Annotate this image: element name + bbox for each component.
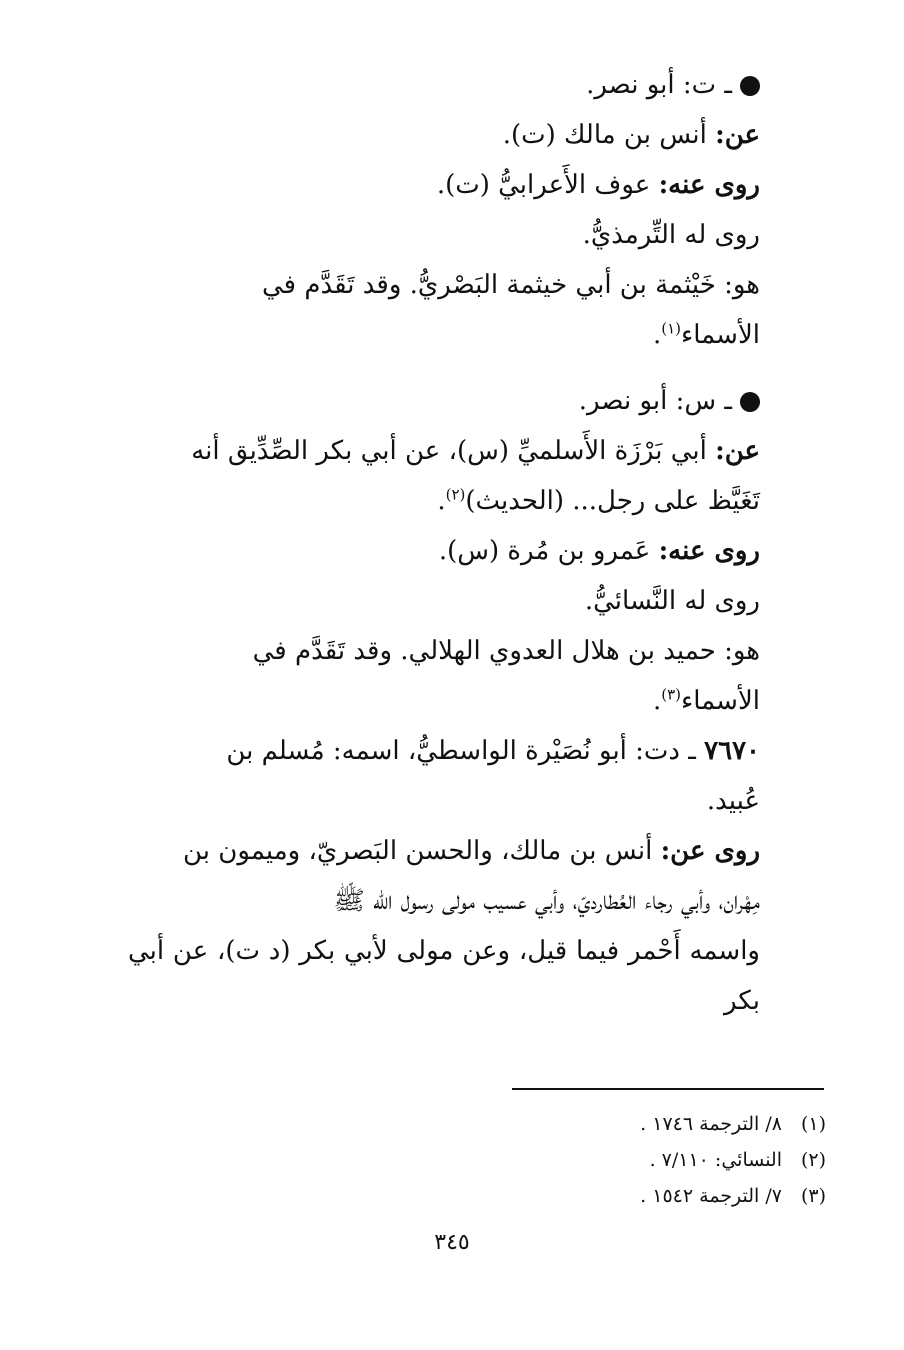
huwa-line xyxy=(128,260,760,360)
rawa-text: عوف الأَعرابيُّ (ت). xyxy=(436,170,651,200)
footnote-text: ٨/ الترجمة ١٧٤٦ . xyxy=(640,1113,782,1135)
huwa-end: الأسماء xyxy=(680,686,760,716)
huwa-line xyxy=(128,626,760,726)
footnotes xyxy=(326,1106,826,1214)
footnote-marker: (١) xyxy=(661,319,681,338)
entry-abu-nasr-t xyxy=(128,60,760,110)
an-text-2: تَغَيَّظ على رجل... (الحديث) xyxy=(465,486,760,516)
an-line xyxy=(128,426,760,526)
an-line xyxy=(128,110,760,160)
bullet-icon xyxy=(740,392,760,412)
an-text: أبي بَرْزَة الأَسلميِّ (س)، عن أبي بكر الصِّدِّيق أنه xyxy=(191,436,707,466)
footnote-marker: (٣) xyxy=(661,685,681,704)
rawa-lahu-line: روى له التِّرمذيُّ. xyxy=(582,220,760,250)
huwa-tail: . xyxy=(652,320,662,350)
huwa-text: هو: خَيْثمة بن أبي خيثمة البَصْريُّ. وقد تَقَدَّم في xyxy=(261,270,760,300)
entry-heading: ـ ت: أبو نصر. xyxy=(586,70,732,100)
entry-text: ـ دت: أبو نُصَيْرة الواسطيُّ، اسمه: مُسلم بن xyxy=(226,736,696,766)
rawa-lahu-line: روى له النَّسائيُّ. xyxy=(584,586,760,616)
footnote-number: (٢) xyxy=(800,1149,826,1171)
entry-text-2: عُبيد. xyxy=(706,786,760,816)
footnote-text: النسائي: ٧/١١٠ . xyxy=(649,1149,782,1171)
footnote-divider xyxy=(512,1088,824,1090)
footnote-marker: (٢) xyxy=(445,485,466,504)
rawa-label: روى عنه: xyxy=(658,536,760,566)
an-label: عن: xyxy=(715,436,760,466)
rawa-text: عَمرو بن مُرة (س). xyxy=(438,536,651,566)
footnote-item xyxy=(326,1178,826,1214)
rawa-line-3: واسمه أَحْمر فيما قيل، وعن مولى لأبي بكر (د ت)، عن أبي بكر xyxy=(128,936,760,1016)
an-tail: . xyxy=(437,486,446,516)
page-number: ٣٤٥ xyxy=(434,1230,470,1255)
footnote-item xyxy=(326,1106,826,1142)
rawa-label: روى عنه: xyxy=(658,170,760,200)
an-text: أنس بن مالك (ت). xyxy=(502,120,707,150)
footnote-number: (٣) xyxy=(800,1185,826,1207)
rawa-an-label: روى عن: xyxy=(660,836,760,866)
bullet-icon xyxy=(740,76,760,96)
footnote-text: ٧/ الترجمة ١٥٤٢ . xyxy=(640,1185,782,1207)
rawa-an-paragraph xyxy=(128,826,760,1026)
huwa-tail: . xyxy=(652,686,662,716)
entry-7670 xyxy=(128,726,760,826)
page-body xyxy=(128,60,760,1026)
rawa-line-2: مِهْران، وأبي رجاء العُطارديّ، وأبي عسيب مولى رسول الله ﷺ xyxy=(333,886,760,916)
huwa-end: الأسماء xyxy=(680,320,760,350)
an-label: عن: xyxy=(715,120,760,150)
rawa-line xyxy=(128,160,760,210)
entry-abu-nasr-s xyxy=(128,376,760,426)
rawa-line-1: أنس بن مالك، والحسن البَصريّ، وميمون بن xyxy=(183,836,653,866)
entry-number: ٧٦٧٠ xyxy=(704,736,760,766)
huwa-text: هو: حميد بن هلال العدوي الهلالي. وقد تَقَدَّم في xyxy=(252,636,760,666)
rawa-line xyxy=(128,526,760,576)
footnote-number: (١) xyxy=(800,1113,826,1135)
entry-heading: ـ س: أبو نصر. xyxy=(578,386,732,416)
footnote-item xyxy=(326,1142,826,1178)
